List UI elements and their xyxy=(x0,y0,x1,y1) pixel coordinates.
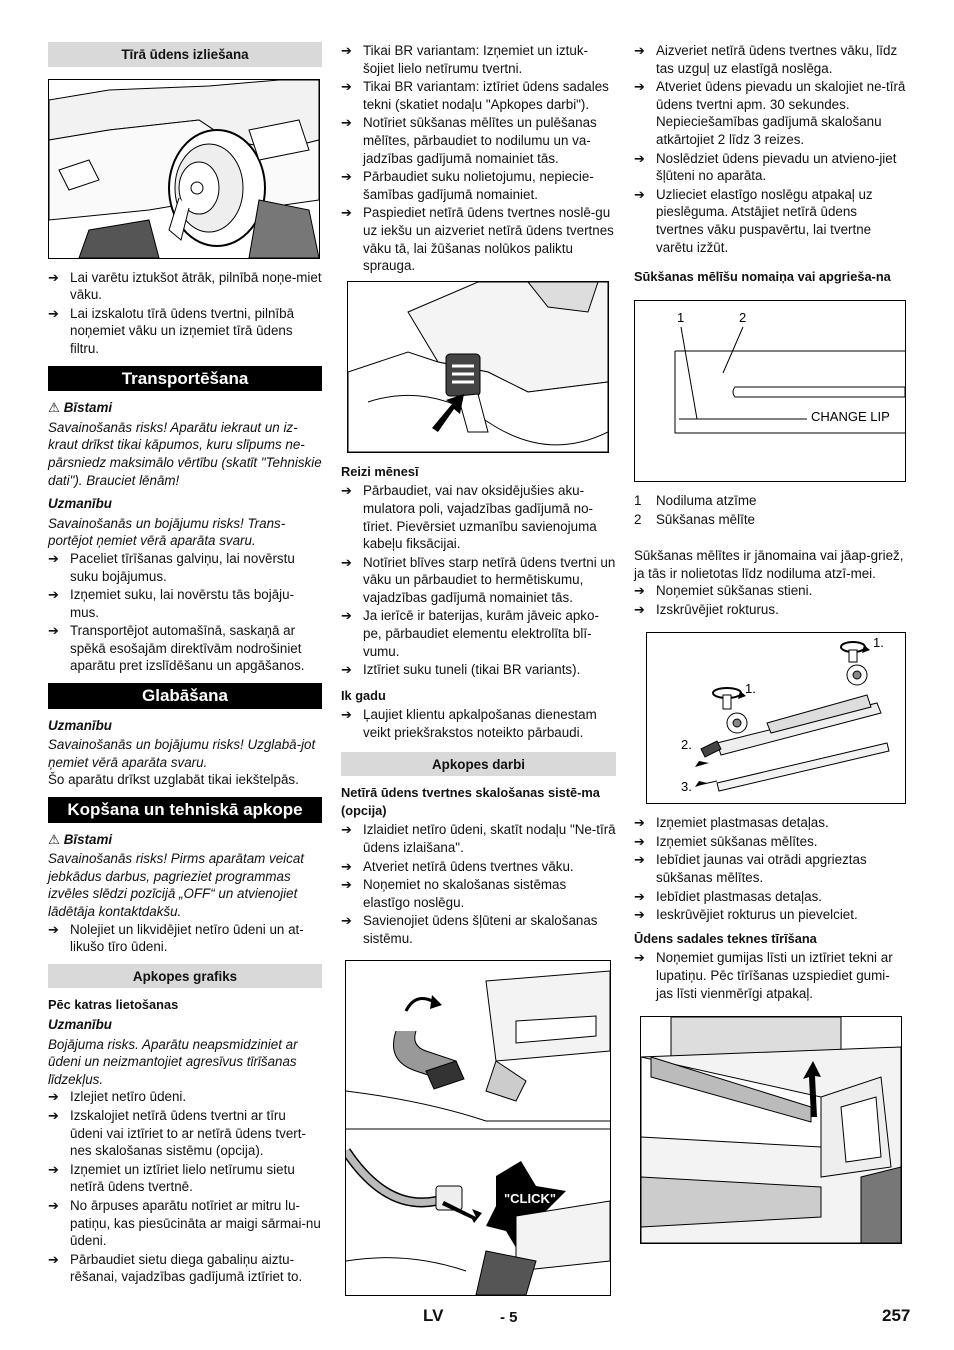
list-item: ➔ Atveriet netīrā ūdens tvertnes vāku. xyxy=(341,858,616,876)
section-title-storage: Glabāšana xyxy=(48,683,322,709)
section-title-schedule: Apkopes grafiks xyxy=(48,964,322,989)
footer-language: LV xyxy=(423,1306,444,1325)
list-item: ➔ Iztīriet suku tuneli (tikai BR variants). xyxy=(341,661,616,679)
list-item: ➔ Nolejiet un likvidējiet netīro ūdeni un at-likušo tīro ūdeni. xyxy=(48,921,322,956)
danger-label: ⚠ Bīstami xyxy=(48,400,113,416)
footer-page-sub: - 5 xyxy=(500,1309,518,1326)
figure-squeegee-disassembly xyxy=(646,632,906,804)
figure-hose-connection xyxy=(345,960,611,1296)
section-title-care: Kopšana un tehniskā apkope xyxy=(48,797,322,823)
step-label-1a: 1. xyxy=(745,681,756,697)
list-item: ➔ Izņemiet un iztīriet lielo netīrumu sietu netīrā ūdens tvertnē. xyxy=(48,1161,322,1196)
subsection-title-after-use: Pēc katras lietošanas xyxy=(48,997,179,1013)
step-label-2: 2. xyxy=(681,737,692,753)
list-item: ➔ Ieskrūvējiet rokturus un pievelciet. xyxy=(634,906,906,924)
list-item: ➔ Noņemiet gumijas līsti un iztīriet tekni ar lupatiņu. Pēc tīrīšanas uzspiediet gumi-jas līsti vienmērīgi atpakaļ. xyxy=(634,949,906,1002)
subsection-title-monthly: Reizi mēnesī xyxy=(341,463,419,479)
list-after-use xyxy=(48,1088,322,1286)
list-after-use-continued xyxy=(341,42,616,275)
list-item: ➔ Transportējot automašīnā, saskaņā ar spēkā esošajām direktīvām nodrošiniet aparātu pret izslīdēšanu un apgāšanos. xyxy=(48,622,322,675)
section-title-clean-water-drain: Tīrā ūdens izliešana xyxy=(48,42,322,67)
list-item: ➔ Iebīdiet jaunas vai otrādi apgrieztas sūkšanas mēlītes. xyxy=(634,851,906,886)
column-1 xyxy=(48,42,322,1287)
section-title-maintenance: Apkopes darbi xyxy=(341,752,616,777)
list-item: ➔ Paspiediet netīrā ūdens tvertnes noslē-gu uz iekšu un aizveriet netīrā ūdens tvertnes vāku tā, lai žūšanas nolūkos paliktu sprauga. xyxy=(341,204,616,274)
list-item: ➔ Pārbaudiet, vai nav oksidējušies aku-mulatora poli, vajadzības gadījumā no-tīriet. Pievērsiet uzmanību savienojuma kabeļu fiksācijai. xyxy=(341,482,616,552)
footer-page-number: 257 xyxy=(882,1306,911,1325)
callout-1: 1 xyxy=(677,309,685,325)
click-label: "CLICK" xyxy=(504,1190,557,1206)
column-3 xyxy=(634,42,906,1254)
legend-item: 1 Nodiluma atzīme xyxy=(634,492,757,508)
warning-icon: ⚠ xyxy=(48,400,61,416)
subsection-title-rinse-system: Netīrā ūdens tvertnes skalošanas sistē-ma (opcija) xyxy=(341,785,600,818)
list-item: ➔ Ļaujiet klientu apkalpošanas dienestam veikt priekšrakstos noteikto pārbaudi. xyxy=(341,706,616,741)
list-item: ➔ Noslēdziet ūdens pievadu un atvieno-jiet šļūteni no aparāta. xyxy=(634,150,906,185)
change-lip-label: CHANGE LIP xyxy=(811,408,890,424)
step-label-3: 3. xyxy=(681,779,692,795)
list-item: ➔ Paceliet tīrīšanas galviņu, lai novērstu suku bojājumus. xyxy=(48,550,322,585)
list-item: ➔ Pārbaudiet suku nolietojumu, nepiecie-šamības gadījumā nomainiet. xyxy=(341,168,616,203)
list-item: ➔ Izņemiet sūkšanas mēlītes. xyxy=(634,833,906,851)
subsection-title-lip-replace: Sūkšanas mēlīšu nomaiņa vai apgrieša-na xyxy=(634,269,891,285)
list-item: ➔ Atveriet ūdens pievadu un skalojiet ne-tīrā ūdens tvertni apm. 30 sekundes. Nepieciešamības gadījumā skalošanu atkārtojiet 2 līdz 3 reizes. xyxy=(634,78,906,148)
list-lip xyxy=(634,582,906,618)
danger-text: Savainošanās risks! Aparātu iekraut un iz-kraut drīkst tikai kāpumos, kuru slīpums ne-pārsniedz maksimālo vērtību (skatīt "Tehniskie dati"). Brauciet lēnām! xyxy=(48,419,322,488)
list-care xyxy=(48,921,322,956)
list-item: ➔ Noņemiet sūkšanas stieni. xyxy=(634,582,906,600)
list-rinse-continued xyxy=(634,42,906,256)
caution-label: Uzmanību xyxy=(48,496,112,512)
storage-text: Šo aparātu drīkst uzglabāt tikai iekštelpās. xyxy=(48,772,299,788)
list-item: ➔ Noņemiet no skalošanas sistēmas elastīgo noslēgu. xyxy=(341,876,616,911)
list-item: ➔ Lai izskalotu tīrā ūdens tvertni, pilnībā noņemiet vāku un izņemiet tīrā ūdens filtru. xyxy=(48,305,322,358)
danger-text: Savainošanās risks! Pirms aparātam veicat jebkādus darbus, pagrieziet programmas izvēles slēdzi pozīcijā „OFF“ un atvienojiet lādētāja kontaktdakšu. xyxy=(48,851,305,919)
caution-label: Uzmanību xyxy=(48,1016,112,1032)
caution-text: Bojājuma risks. Aparātu neapsmidziniet ar ūdeni un neizmantojiet agresīvus tīrīšanas līdzekļus. xyxy=(48,1036,298,1087)
list-item: ➔ Iebīdiet plastmasas detaļas. xyxy=(634,888,906,906)
caution-text: Savainošanās un bojājumu risks! Trans-portējot ņemiet vērā aparāta svaru. xyxy=(48,515,286,549)
lip-text: Sūkšanas mēlītes ir jānomaina vai jāap-griež, ja tās ir nolietotas līdz nodiluma atzī-mei. xyxy=(634,547,904,581)
subsection-title-yearly: Ik gadu xyxy=(341,687,386,703)
list-rinse xyxy=(341,821,616,947)
list-item: ➔ Izlaidiet netīro ūdeni, skatīt nodaļu "Ne-tīrā ūdens izlaišana". xyxy=(341,821,616,856)
list-item: ➔ Izņemiet suku, lai novērstu tās bojāju-mus. xyxy=(48,586,322,621)
figure-legend xyxy=(634,492,906,529)
list-trough xyxy=(634,949,906,1002)
list-item: ➔ Izskalojiet netīrā ūdens tvertni ar tīru ūdeni vai iztīriet to ar netīrā ūdens tvert-nes skalošanas sistēmu (opcija). xyxy=(48,1107,322,1160)
list-item: ➔ Uzlieciet elastīgo noslēgu atpakaļ uz pieslēguma. Atstājiet netīrā ūdens tvertnes vāku puspavērtu, lai tvertne varētu izžūt. xyxy=(634,186,906,256)
list-transport xyxy=(48,550,322,675)
section-title-transport: Transportēšana xyxy=(48,366,322,392)
list-yearly xyxy=(341,706,616,741)
column-2 xyxy=(341,42,616,1306)
list-item: ➔ Izņemiet plastmasas detaļas. xyxy=(634,814,906,832)
list-monthly xyxy=(341,482,616,679)
list-item: ➔ No ārpuses aparātu notīriet ar mitru lu-patiņu, kas piesūcināta ar maigi sārmai-nu ūdeni. xyxy=(48,1197,322,1250)
list-item: ➔ Notīriet blīves starp netīrā ūdens tvertni un vāku un pārbaudiet to hermētiskumu, vajadzības gadījumā nomainiet tās. xyxy=(341,554,616,607)
list-item: ➔ Izskrūvējiet rokturus. xyxy=(634,601,906,619)
list-item: ➔ Tikai BR variantam: iztīriet ūdens sadales tekni (skatiet nodaļu "Apkopes darbi"). xyxy=(341,78,616,113)
list-item: ➔ Ja ierīcē ir baterijas, kurām jāveic apko-pe, pārbaudiet elementu elektrolīta blī-vumu. xyxy=(341,607,616,660)
list-item: ➔ Pārbaudiet sietu diega gabaliņu aiztu-rēšanai, vajadzības gadījumā iztīriet to. xyxy=(48,1251,322,1286)
list-item: ➔ Tikai BR variantam: Izņemiet un iztuk-šojiet lielo netīrumu tvertni. xyxy=(341,42,616,77)
figure-change-lip xyxy=(634,300,906,482)
figure-tank-lid-latch xyxy=(347,281,609,453)
subsection-title-trough: Ūdens sadales teknes tīrīšana xyxy=(634,930,817,946)
list-clean-water xyxy=(48,269,322,358)
warning-icon: ⚠ xyxy=(48,831,61,847)
list-lip-2 xyxy=(634,814,906,924)
caution-text: Savainošanās un bojājumu risks! Uzglabā-jot ņemiet vērā aparāta svaru. xyxy=(48,737,316,770)
list-item: ➔ Aizveriet netīrā ūdens tvertnes vāku, līdz tas uzguļ uz elastīgā noslēga. xyxy=(634,42,906,77)
list-item: ➔ Notīriet sūkšanas mēlītes un pulēšanas mēlītes, pārbaudiet to nodilumu un va-jadzības gadījumā nomainiet tās. xyxy=(341,114,616,167)
list-item: ➔ Izlejiet netīro ūdeni. xyxy=(48,1088,322,1106)
figure-water-trough xyxy=(640,1016,902,1244)
callout-2: 2 xyxy=(739,309,747,325)
list-item: ➔ Savienojiet ūdens šļūteni ar skalošanas sistēmu. xyxy=(341,912,616,947)
danger-label: ⚠ Bīstami xyxy=(48,831,113,847)
list-item: ➔ Lai varētu iztukšot ātrāk, pilnībā noņe-miet vāku. xyxy=(48,269,322,304)
step-label-1b: 1. xyxy=(873,635,884,651)
caution-label: Uzmanību xyxy=(48,717,112,733)
legend-item: 2 Sūkšanas mēlīte xyxy=(634,512,755,528)
figure-fresh-water-tank xyxy=(48,79,320,259)
